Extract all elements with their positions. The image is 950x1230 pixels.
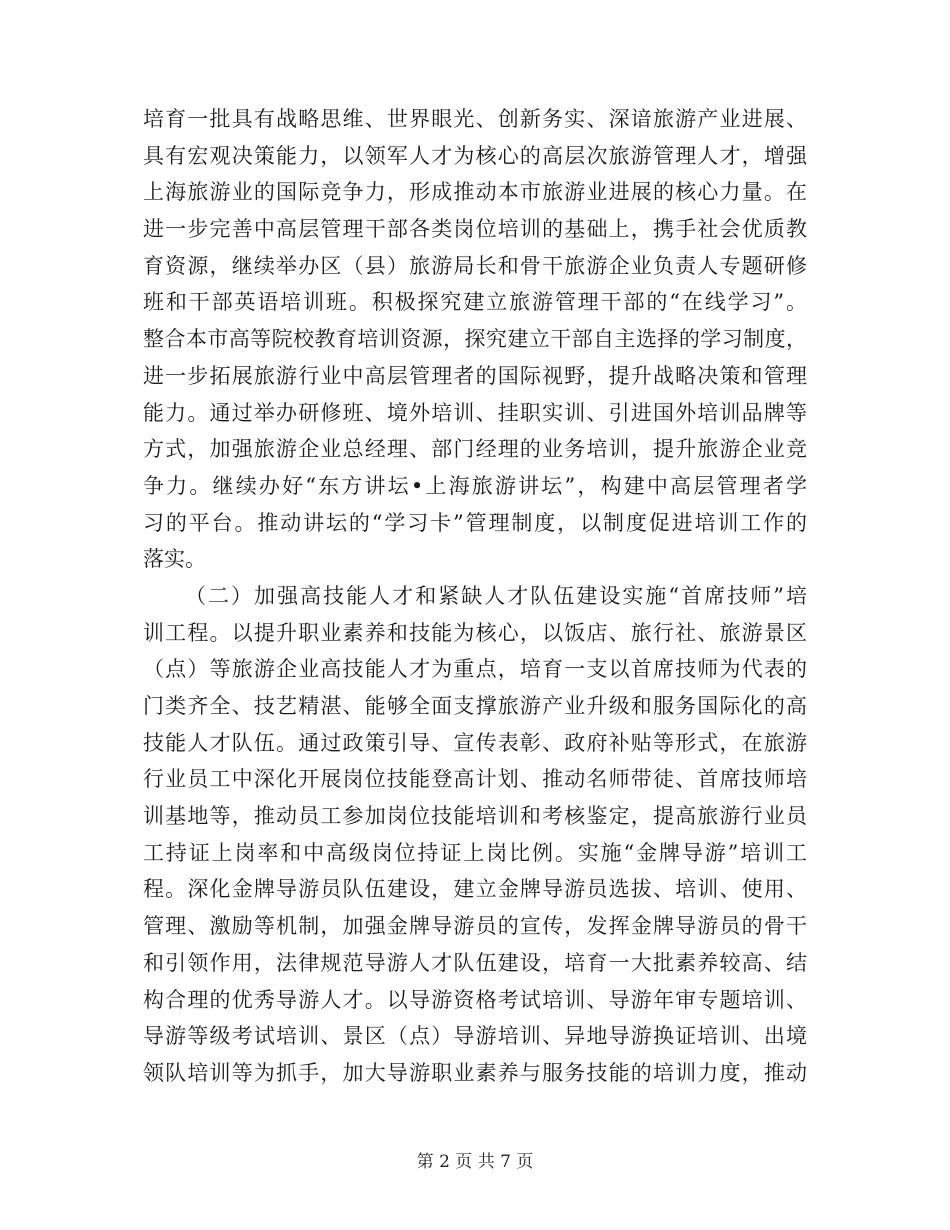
text-line: 习的平台。推动讲坛的“学习卡”管理制度，以制度促进培训工作的 xyxy=(143,510,807,535)
text-line: 进一步拓展旅游行业中高层管理者的国际视野，提升战略决策和管理 xyxy=(143,363,807,388)
text-line: 技能人才队伍。通过政策引导、宣传表彰、政府补贴等形式，在旅游 xyxy=(143,730,807,755)
body-text xyxy=(143,101,807,1092)
text-line: 具有宏观决策能力，以领军人才为核心的高层次旅游管理人才，增强 xyxy=(143,143,807,168)
text-line: （二）加强高技能人才和紧缺人才队伍建设实施“首席技师”培 xyxy=(185,583,807,608)
page-footer: 第 2 页 共 7 页 xyxy=(416,1152,534,1172)
text-line: 领队培训等为抓手，加大导游职业素养与服务技能的培训力度，推动 xyxy=(143,1060,807,1085)
text-line: 构合理的优秀导游人才。以导游资格考试培训、导游年审专题培训、 xyxy=(143,987,807,1012)
text-line: 上海旅游业的国际竞争力，形成推动本市旅游业进展的核心力量。在 xyxy=(143,180,807,205)
paragraph xyxy=(143,578,807,1092)
text-line: 落实。 xyxy=(143,547,206,572)
text-line: 工持证上岗率和中高级岗位持证上岗比例。实施“金牌导游”培训工 xyxy=(143,840,807,865)
text-line: 和引领作用，法律规范导游人才队伍建设，培育一大批素养较高、结 xyxy=(143,950,807,975)
text-line: 管理、激励等机制，加强金牌导游员的宣传，发挥金牌导游员的骨干 xyxy=(143,914,807,939)
text-line: 导游等级考试培训、景区（点）导游培训、异地导游换证培训、出境 xyxy=(143,1024,807,1049)
text-line: 训基地等，推动员工参加岗位技能培训和考核鉴定，提高旅游行业员 xyxy=(143,804,807,829)
text-line: 争力。继续办好“东方讲坛•上海旅游讲坛”，构建中高层管理者学 xyxy=(143,473,807,498)
text-line: 能力。通过举办研修班、境外培训、挂职实训、引进国外培训品牌等 xyxy=(143,400,807,425)
paragraph xyxy=(143,101,807,578)
text-line: 程。深化金牌导游员队伍建设，建立金牌导游员选拔、培训、使用、 xyxy=(143,877,807,902)
text-line: 培育一批具有战略思维、世界眼光、创新务实、深谙旅游产业进展、 xyxy=(143,107,807,131)
text-line: 方式，加强旅游企业总经理、部门经理的业务培训，提升旅游企业竞 xyxy=(143,437,807,462)
text-line: 训工程。以提升职业素养和技能为核心，以饭店、旅行社、旅游景区 xyxy=(143,620,807,645)
text-line: （点）等旅游企业高技能人才为重点，培育一支以首席技师为代表的 xyxy=(143,657,807,682)
text-line: 整合本市高等院校教育培训资源，探究建立干部自主选择的学习制度， xyxy=(143,327,807,352)
text-line: 班和干部英语培训班。积极探究建立旅游管理干部的“在线学习”。 xyxy=(143,290,807,315)
text-line: 进一步完善中高层管理干部各类岗位培训的基础上，携手社会优质教 xyxy=(143,217,807,242)
text-line: 行业员工中深化开展岗位技能登高计划、推动名师带徒、首席技师培 xyxy=(143,767,807,792)
text-line: 育资源，继续举办区（县）旅游局长和骨干旅游企业负责人专题研修 xyxy=(143,253,807,278)
text-line: 门类齐全、技艺精湛、能够全面支撑旅游产业升级和服务国际化的高 xyxy=(143,694,807,718)
